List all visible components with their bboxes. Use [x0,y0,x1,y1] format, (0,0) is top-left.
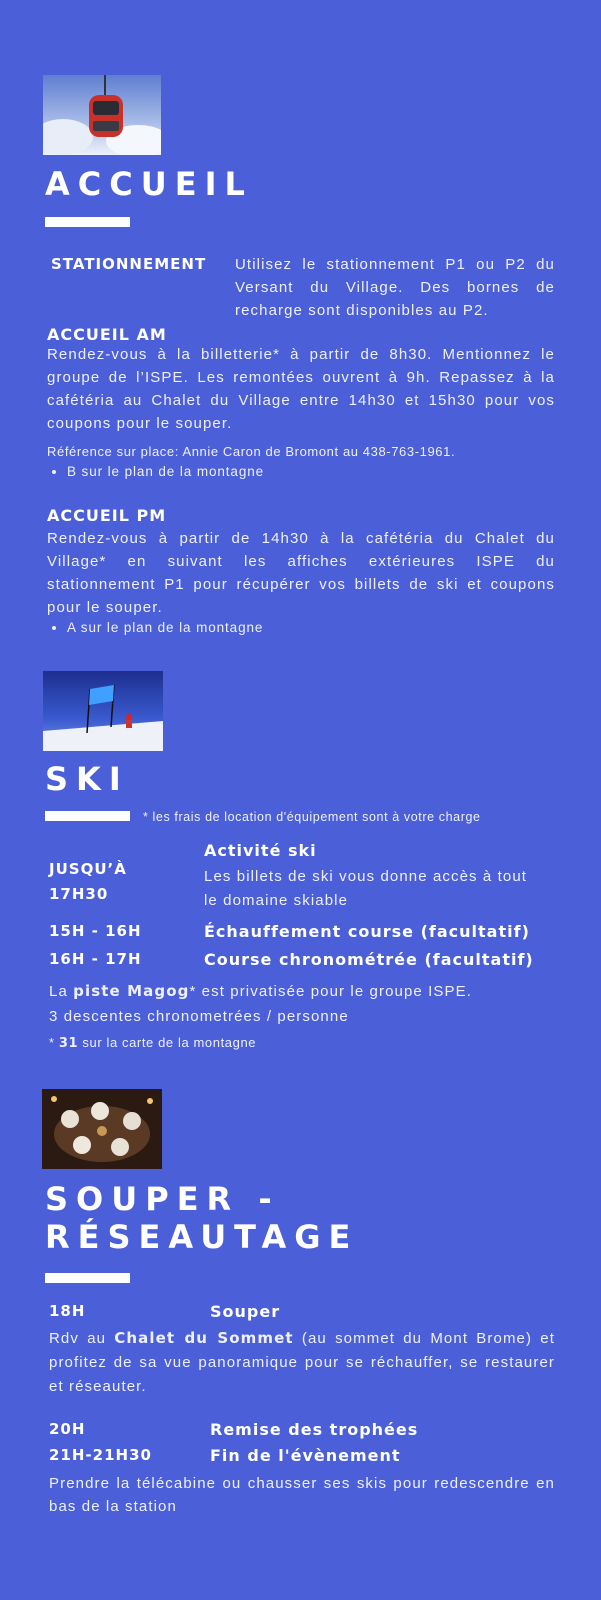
gondola-photo [43,75,161,155]
ski-time-2: 15H - 16H [49,922,142,940]
souper-desc-suffix: (au sommet du Mont Brome) et profitez de sa vue panoramique pour se réchauffer, se restaurer et réseauter. [49,1330,555,1395]
souper-row2-title: Remise des trophées [210,1420,419,1439]
souper-time-2: 20H [49,1420,86,1438]
souper-time-1: 18H [49,1302,86,1320]
ski-time-1: JUSQU’À 17H30 [49,860,127,903]
accueil-pm-list [47,618,567,638]
ski-carte-suffix: sur la carte de la montagne [78,1035,257,1050]
souper-row1-title: Souper [210,1302,281,1321]
ski-equipment-note: * les frais de location d'équipement sont à votre charge [143,810,481,824]
souper-desc-place: Chalet du Sommet [114,1329,294,1347]
ski-carte-prefix: * [49,1035,59,1050]
ski-underline [45,811,130,821]
souper-final-text: Prendre la télécabine ou chausser ses skis pour redescendre en bas de la station [49,1475,555,1515]
ski-carte-note [49,1034,569,1053]
list-item: • B sur le plan de la montagne [67,462,567,482]
ski-activity-title: Activité ski [204,841,317,860]
ski-race-title: Course chronométrée (facultatif) [204,950,534,969]
ski-piste-suffix: * est privatisée pour le groupe ISPE. [189,983,472,1000]
ski-descentes-text: 3 descentes chronometrées / personne [49,1008,349,1025]
souper-title-line2: RÉSEAUTAGE [45,1218,359,1256]
accueil-title: ACCUEIL [45,165,253,203]
ski-piste-text [49,980,569,1003]
souper-time-3: 21H-21H30 [49,1446,152,1464]
accueil-pm-text: Rendez-vous à partir de 14h30 à la cafétéria du Chalet du Village* en suivant les affiches extérieures ISPE du stationnement P1 pour récupérer vos billets de ski et coupons pour le souper. [47,530,555,616]
souper-desc [49,1326,555,1399]
ski-race-photo [43,671,163,751]
stationnement-label: STATIONNEMENT [51,255,207,273]
ski-warmup-title: Échauffement course (facultatif) [204,922,530,941]
list-item: • A sur le plan de la montagne [67,618,567,638]
souper-underline [45,1273,130,1283]
souper-title-line1: SOUPER - [45,1180,280,1218]
accueil-am-list [47,462,567,482]
accueil-am-text: Rendez-vous à la billetterie* à partir de 8h30. Mentionnez le groupe de l’ISPE. Les remontées ouvrent à 9h. Repassez à la cafétéria au Chalet du Village entre 14h30 et 15h30 pour vos coupons pour le souper. [47,346,555,432]
dinner-photo [42,1089,162,1169]
ski-activity-desc: Les billets de ski vous donne accès à tout le domaine skiable [204,868,528,909]
souper-desc-prefix: Rdv au [49,1330,115,1347]
ski-piste-prefix: La [49,983,74,1000]
ski-time-3: 16H - 17H [49,950,142,968]
accueil-am-label: ACCUEIL AM [47,325,167,344]
accueil-pm-label: ACCUEIL PM [47,506,167,525]
stationnement-text: Utilisez le stationnement P1 ou P2 du Versant du Village. Des bornes de recharge sont disponibles au P2. [235,256,555,319]
ski-title: SKI [45,760,129,798]
accueil-am-reference: Référence sur place: Annie Caron de Bromont au 438-763-1961. [47,444,456,459]
ski-piste-name: piste Magog [73,982,190,1000]
ski-carte-num: 31 [58,1036,79,1051]
souper-row3-title: Fin de l'évènement [210,1446,401,1465]
accueil-underline [45,217,130,227]
